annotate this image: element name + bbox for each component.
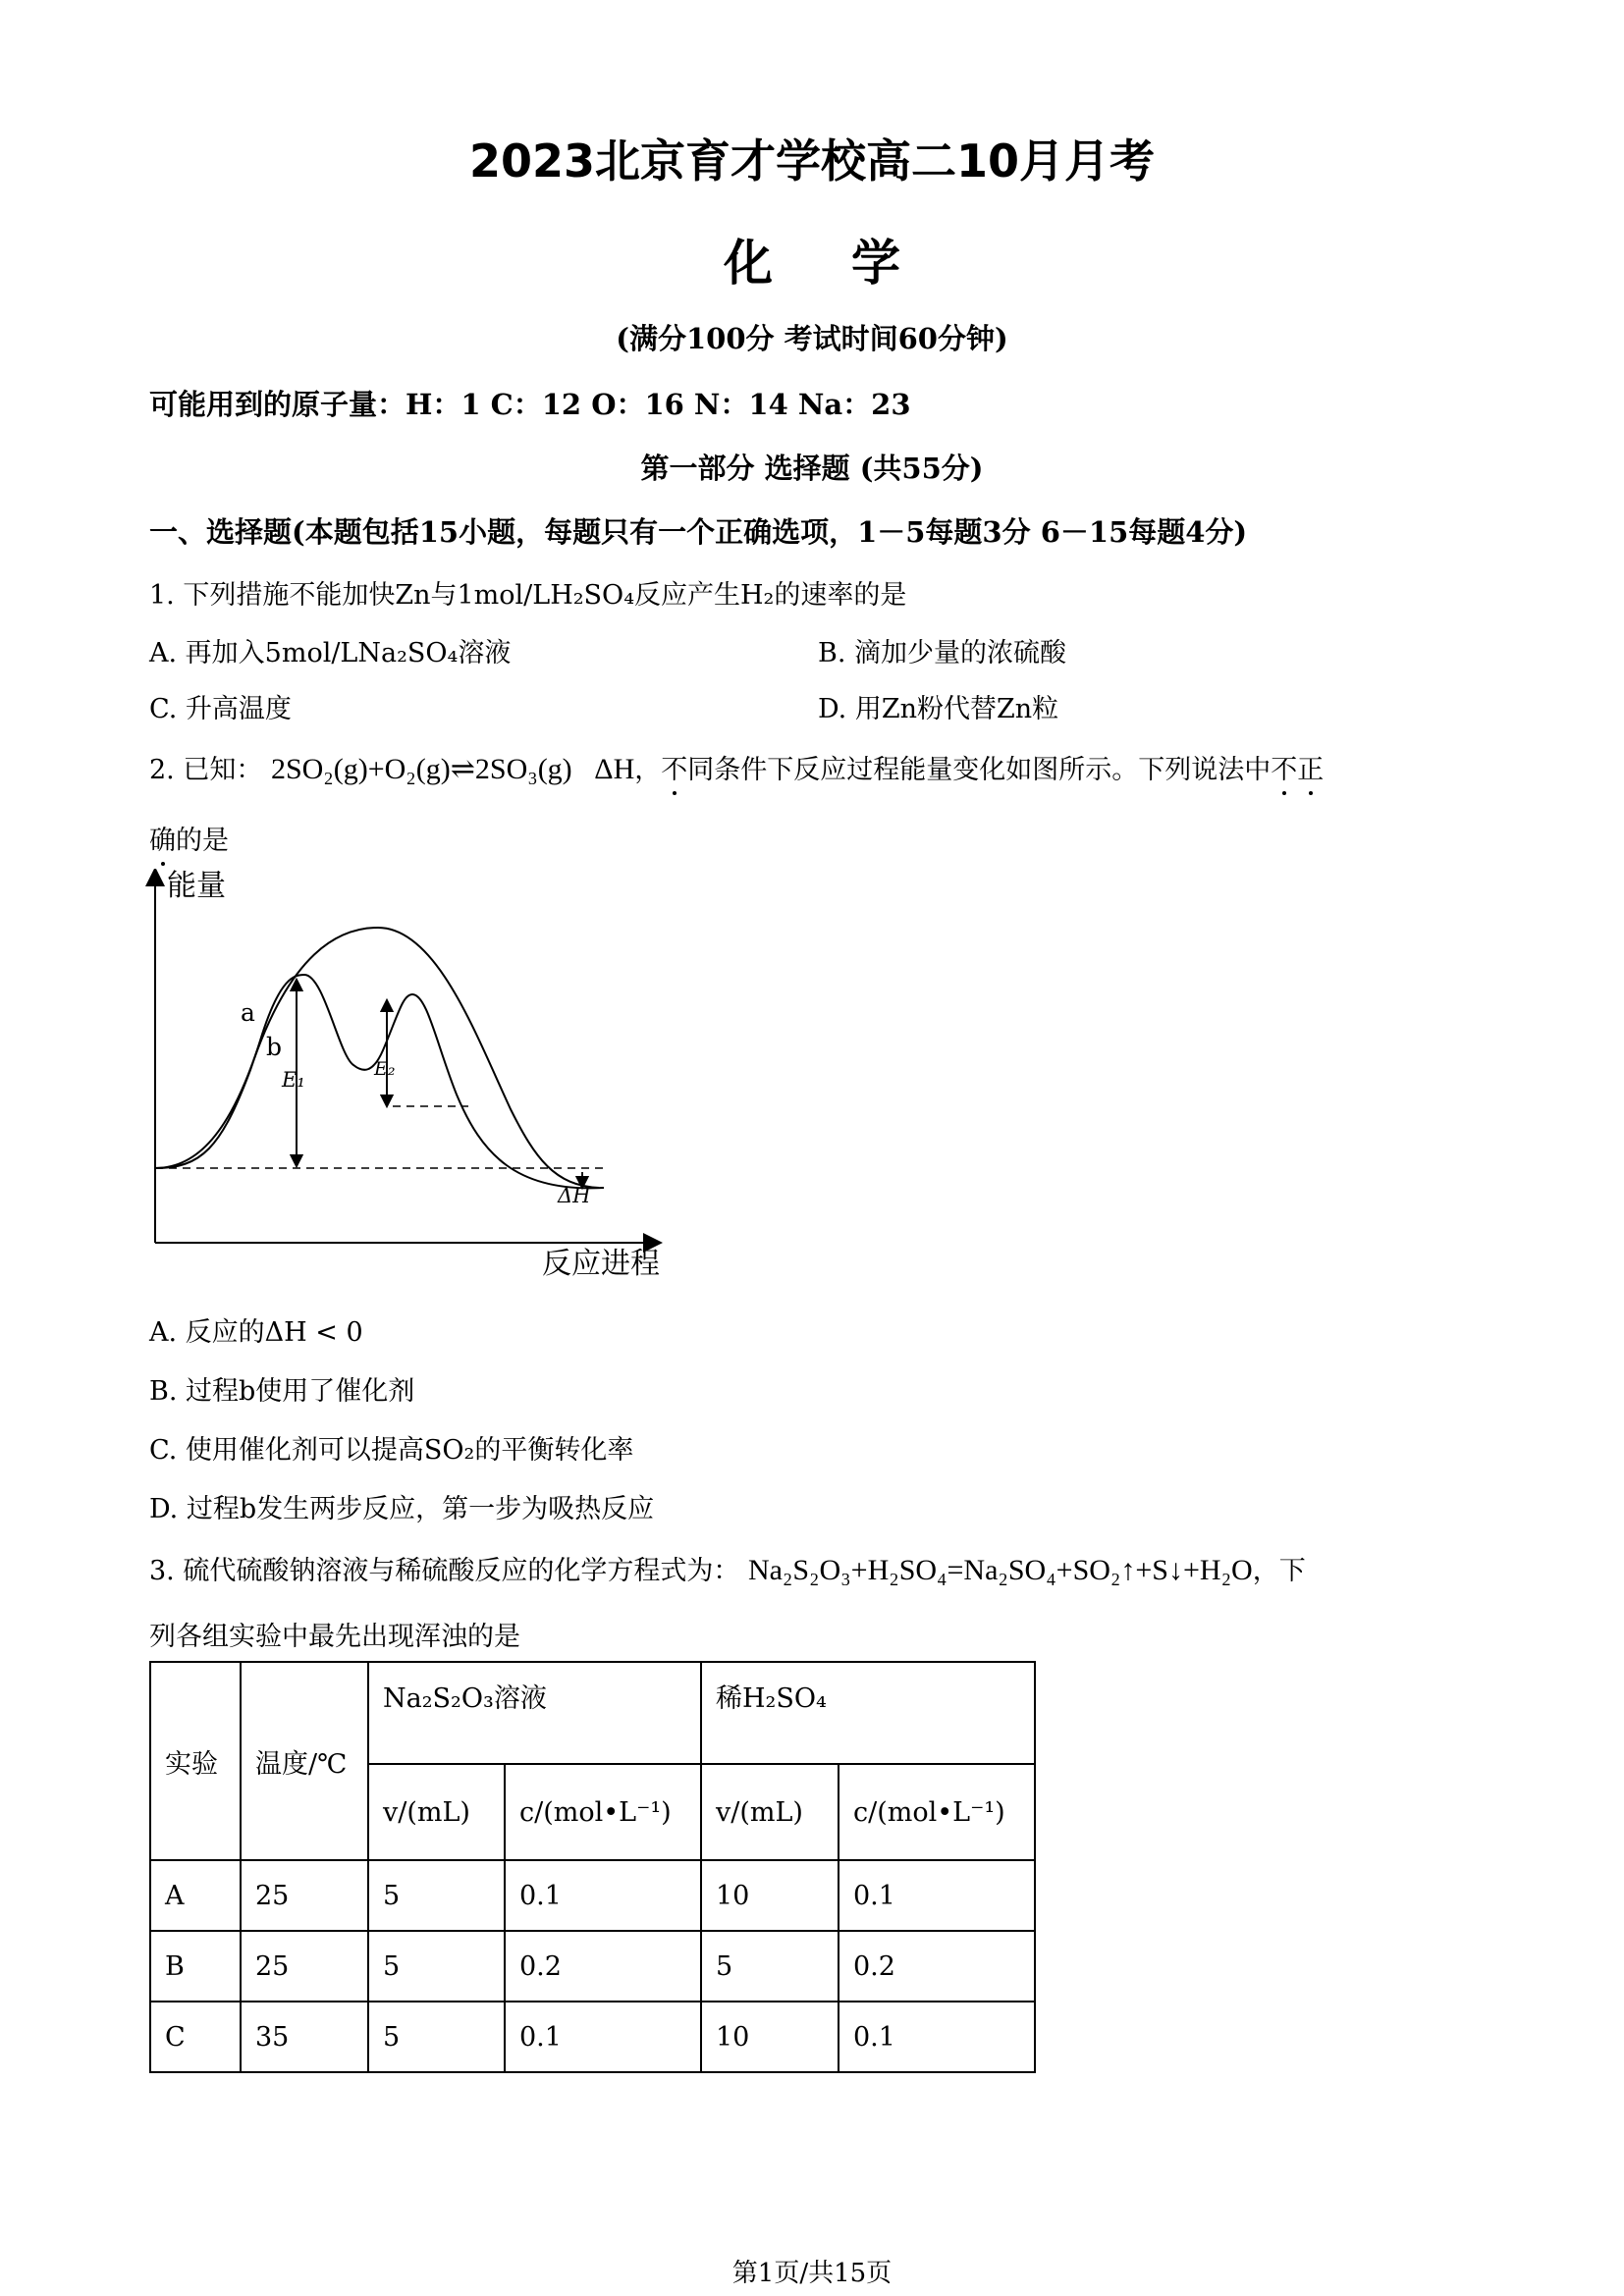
subheader-v1: v/(mL) — [368, 1764, 505, 1860]
q2-option-a: A. 反应的ΔH < 0 — [149, 1317, 363, 1348]
x-axis-label: 反应进程 — [542, 1247, 660, 1281]
table-header-row — [150, 1662, 1035, 1764]
cell: 0.1 — [505, 2002, 701, 2072]
y-axis-label: 能量 — [167, 869, 226, 903]
cell: 0.1 — [839, 2002, 1035, 2072]
subheader-v2: v/(mL) — [701, 1764, 839, 1860]
q2-dotted-2: 不 — [1271, 755, 1298, 785]
q1-option-b: B. 滴加少量的浓硫酸 — [818, 638, 1067, 668]
q3-suffix: ，下 — [1252, 1556, 1306, 1586]
q1-option-a: A. 再加入5mol/LNa₂SO₄溶液 — [149, 638, 512, 668]
cell: 0.2 — [839, 1931, 1035, 2002]
header-temperature: 温度/℃ — [241, 1662, 368, 1860]
curve-b-label: b — [266, 1033, 283, 1061]
cell: 0.2 — [505, 1931, 701, 2002]
question-3-stem-line2: 列各组实验中最先出现浑浊的是 — [149, 1622, 520, 1652]
question-1-stem: 1. 下列措施不能加快Zn与1mol/LH₂SO₄反应产生H₂的速率的是 — [149, 580, 907, 611]
header-h2so4: 稀H₂SO₄ — [701, 1662, 1035, 1764]
table-row — [150, 2002, 1035, 2072]
atomic-masses: 可能用到的原子量：H：1 C：12 O：16 N：14 Na：23 — [149, 388, 911, 421]
q2-prefix: 2. 已知： — [149, 755, 263, 785]
question-2-stem-line2 — [149, 819, 229, 857]
exam-title: 2023北京育才学校高二10月月考 — [468, 134, 1156, 187]
e2-label: E₂ — [374, 1058, 396, 1080]
cell: A — [150, 1860, 241, 1931]
q2-text-1: 同条件下反应过程能量变化如图所示。下列说法中 — [687, 755, 1272, 785]
cell: 10 — [701, 1860, 839, 1931]
e1-label: E₁ — [282, 1068, 305, 1092]
q3-equation: Na₂S₂O₃+H₂SO₄=Na₂SO₄+SO₂↑+S↓+H₂O — [747, 1554, 1253, 1586]
header-na2s2o3: Na₂S₂O₃溶液 — [368, 1662, 701, 1764]
q2-option-c: C. 使用催化剂可以提高SO₂的平衡转化率 — [149, 1435, 634, 1466]
cell: 25 — [241, 1860, 368, 1931]
subheader-c1: c/(mol•L⁻¹) — [505, 1764, 701, 1860]
page-footer: 第1页/共15页 — [731, 2259, 893, 2288]
q2-dotted-4: 确 — [149, 826, 176, 856]
q2-text-2: 的是 — [176, 826, 229, 856]
curve-a-label: a — [241, 998, 255, 1027]
table-row — [150, 1860, 1035, 1931]
energy-profile-diagram — [142, 869, 673, 1291]
q2-dotted-3: 正 — [1297, 755, 1325, 785]
q1-option-d: D. 用Zn粉代替Zn粒 — [818, 694, 1059, 724]
q2-equation: 2SO₂(g)+O₂(g)⇌2SO₃(g) — [270, 753, 572, 785]
cell: B — [150, 1931, 241, 2002]
question-3-stem — [149, 1549, 1306, 1587]
q2-dotted-1: 不 — [661, 755, 688, 785]
q2-option-b: B. 过程b使用了催化剂 — [149, 1376, 415, 1407]
cell: 5 — [701, 1931, 839, 2002]
question-2-stem — [149, 748, 1324, 786]
experiment-table — [149, 1661, 1036, 2073]
header-experiment: 实验 — [150, 1662, 241, 1860]
dh-label: ΔH — [558, 1184, 591, 1207]
cell: 5 — [368, 2002, 505, 2072]
cell: 0.1 — [839, 1860, 1035, 1931]
subject-title: 化学 — [724, 235, 979, 292]
cell: 35 — [241, 2002, 368, 2072]
q2-comma: ， — [634, 755, 662, 785]
cell: 5 — [368, 1931, 505, 2002]
q2-delta-h: ΔH — [594, 753, 635, 785]
cell: 0.1 — [505, 1860, 701, 1931]
section-heading: 一、选择题(本题包括15小题，每题只有一个正确选项，1－5每题3分 6－15每题4分) — [149, 515, 1248, 549]
q2-option-d: D. 过程b发生两步反应，第一步为吸热反应 — [149, 1494, 655, 1524]
part-heading: 第一部分 选择题 (共55分) — [640, 452, 984, 485]
cell: 5 — [368, 1860, 505, 1931]
q3-prefix: 3. 硫代硫酸钠溶液与稀硫酸反应的化学方程式为： — [149, 1556, 740, 1586]
subheader-c2: c/(mol•L⁻¹) — [839, 1764, 1035, 1860]
cell: C — [150, 2002, 241, 2072]
q1-option-c: C. 升高温度 — [149, 694, 292, 724]
score-line: (满分100分 考试时间60分钟) — [616, 322, 1008, 355]
table-row — [150, 1931, 1035, 2002]
cell: 10 — [701, 2002, 839, 2072]
curve-b — [155, 975, 604, 1188]
cell: 25 — [241, 1931, 368, 2002]
